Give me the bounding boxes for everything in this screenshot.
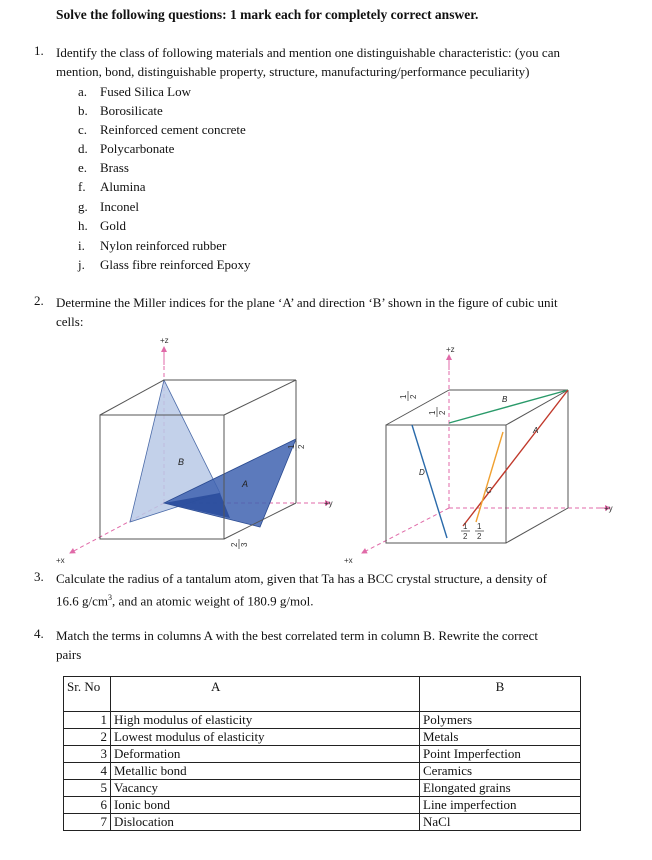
right-axis-y-label: +y — [604, 504, 613, 513]
svg-text:3: 3 — [240, 542, 249, 547]
table-row — [64, 780, 581, 797]
q4-text-line2: pairs — [56, 647, 82, 662]
table-row — [64, 712, 581, 729]
cell-a: Dislocation — [111, 814, 420, 831]
cell-a: High modulus of elasticity — [111, 712, 420, 729]
cell-a: Vacancy — [111, 780, 420, 797]
cell-a: Metallic bond — [111, 763, 420, 780]
q2-text-line2: cells: — [56, 314, 84, 329]
svg-text:2: 2 — [477, 532, 482, 541]
right-axis-z-label: +z — [446, 345, 455, 354]
svg-text:1: 1 — [428, 410, 437, 415]
cell-b: Elongated grains — [420, 780, 581, 797]
q1-item: c. Reinforced cement concrete — [78, 122, 246, 137]
svg-text:1: 1 — [399, 394, 408, 399]
q1-item: d. Polycarbonate — [78, 141, 175, 156]
table-row — [64, 814, 581, 831]
q1-item: f. Alumina — [78, 179, 146, 194]
q4-number: 4. — [34, 626, 44, 641]
left-label-a: A — [242, 479, 249, 489]
cell-b: NaCl — [420, 814, 581, 831]
right-label-a: A — [533, 426, 539, 435]
cell-no: 7 — [64, 814, 111, 831]
q3-text-line2: 16.6 $g/cm^3$, and an atomic weight of 180.9 g/mol. — [56, 593, 314, 609]
q1-item: a. Fused Silica Low — [78, 84, 191, 99]
cell-no: 2 — [64, 729, 111, 746]
right-unit-cell — [344, 345, 613, 565]
svg-text:1: 1 — [287, 444, 296, 449]
table-row — [64, 729, 581, 746]
q1-text-line1: Identify the class of following materials and mention one distinguishable characteristic: (you can — [56, 45, 560, 60]
q1-item: h. Gold — [78, 218, 126, 233]
q1-item: b. Borosilicate — [78, 103, 163, 118]
svg-text:2: 2 — [409, 394, 418, 399]
q1-number: 1. — [34, 43, 44, 58]
q1-item: g. Inconel — [78, 199, 139, 214]
q1-item: i. Nylon reinforced rubber — [78, 238, 227, 253]
left-unit-cell — [56, 336, 333, 565]
cell-no: 3 — [64, 746, 111, 763]
q1-item: j. Glass fibre reinforced Epoxy — [78, 257, 251, 272]
unit-cells-figure — [0, 325, 652, 570]
left-axis-y-label: +y — [324, 499, 333, 508]
q4-text-line1: Match the terms in columns A with the best correlated term in column B. Rewrite the correct — [56, 628, 538, 643]
table-row — [64, 746, 581, 763]
right-frac-half — [428, 407, 447, 417]
right-dir-b — [449, 390, 568, 423]
right-frac-half — [399, 391, 418, 401]
cell-b: Line imperfection — [420, 797, 581, 814]
svg-text:2: 2 — [463, 532, 468, 541]
cell-a: Lowest modulus of elasticity — [111, 729, 420, 746]
cell-b: Ceramics — [420, 763, 581, 780]
table-row — [64, 797, 581, 814]
cell-a: Ionic bond — [111, 797, 420, 814]
svg-text:2: 2 — [297, 444, 306, 449]
cell-b: Point Imperfection — [420, 746, 581, 763]
cell-no: 5 — [64, 780, 111, 797]
cell-b: Polymers — [420, 712, 581, 729]
right-label-d: D — [419, 468, 425, 477]
cell-no: 6 — [64, 797, 111, 814]
q3-number: 3. — [34, 569, 44, 584]
header-a: A — [111, 677, 420, 712]
left-label-b: B — [178, 457, 185, 467]
q3-text-line1: Calculate the radius of a tantalum atom, given that Ta has a BCC crystal structure, a density of — [56, 571, 547, 586]
svg-text:1: 1 — [463, 522, 468, 531]
q1-text-line2: mention, bond, distinguishable property, structure, manufacturing/performance peculiarity) — [56, 64, 530, 79]
left-axis-x-label: +x — [56, 556, 65, 565]
right-label-b: B — [502, 395, 508, 404]
right-frac-half — [461, 522, 470, 541]
svg-text:1: 1 — [477, 522, 482, 531]
svg-text:2: 2 — [438, 410, 447, 415]
header-sr-no: Sr. No — [64, 677, 111, 712]
right-dir-a — [463, 390, 568, 526]
right-axis-x-label: +x — [344, 556, 353, 565]
instructions-heading: Solve the following questions: 1 mark each for completely correct answer. — [56, 7, 479, 22]
cell-a: Deformation — [111, 746, 420, 763]
right-label-c: C — [486, 486, 492, 495]
table-row — [64, 763, 581, 780]
header-b: B — [420, 677, 581, 712]
svg-text:2: 2 — [230, 542, 239, 547]
table-header-row — [64, 677, 581, 712]
q2-number: 2. — [34, 293, 44, 308]
left-frac-twothirds — [230, 539, 249, 549]
left-axis-z-label: +z — [160, 336, 169, 345]
q1-item: e. Brass — [78, 160, 129, 175]
right-frac-half — [475, 522, 484, 541]
cell-no: 4 — [64, 763, 111, 780]
cell-no: 1 — [64, 712, 111, 729]
right-x-axis — [362, 508, 449, 553]
right-dir-d — [412, 425, 447, 538]
cell-b: Metals — [420, 729, 581, 746]
match-table — [63, 676, 581, 831]
q2-text-line1: Determine the Miller indices for the plane ‘A’ and direction ‘B’ shown in the figure of cubic unit — [56, 295, 558, 310]
